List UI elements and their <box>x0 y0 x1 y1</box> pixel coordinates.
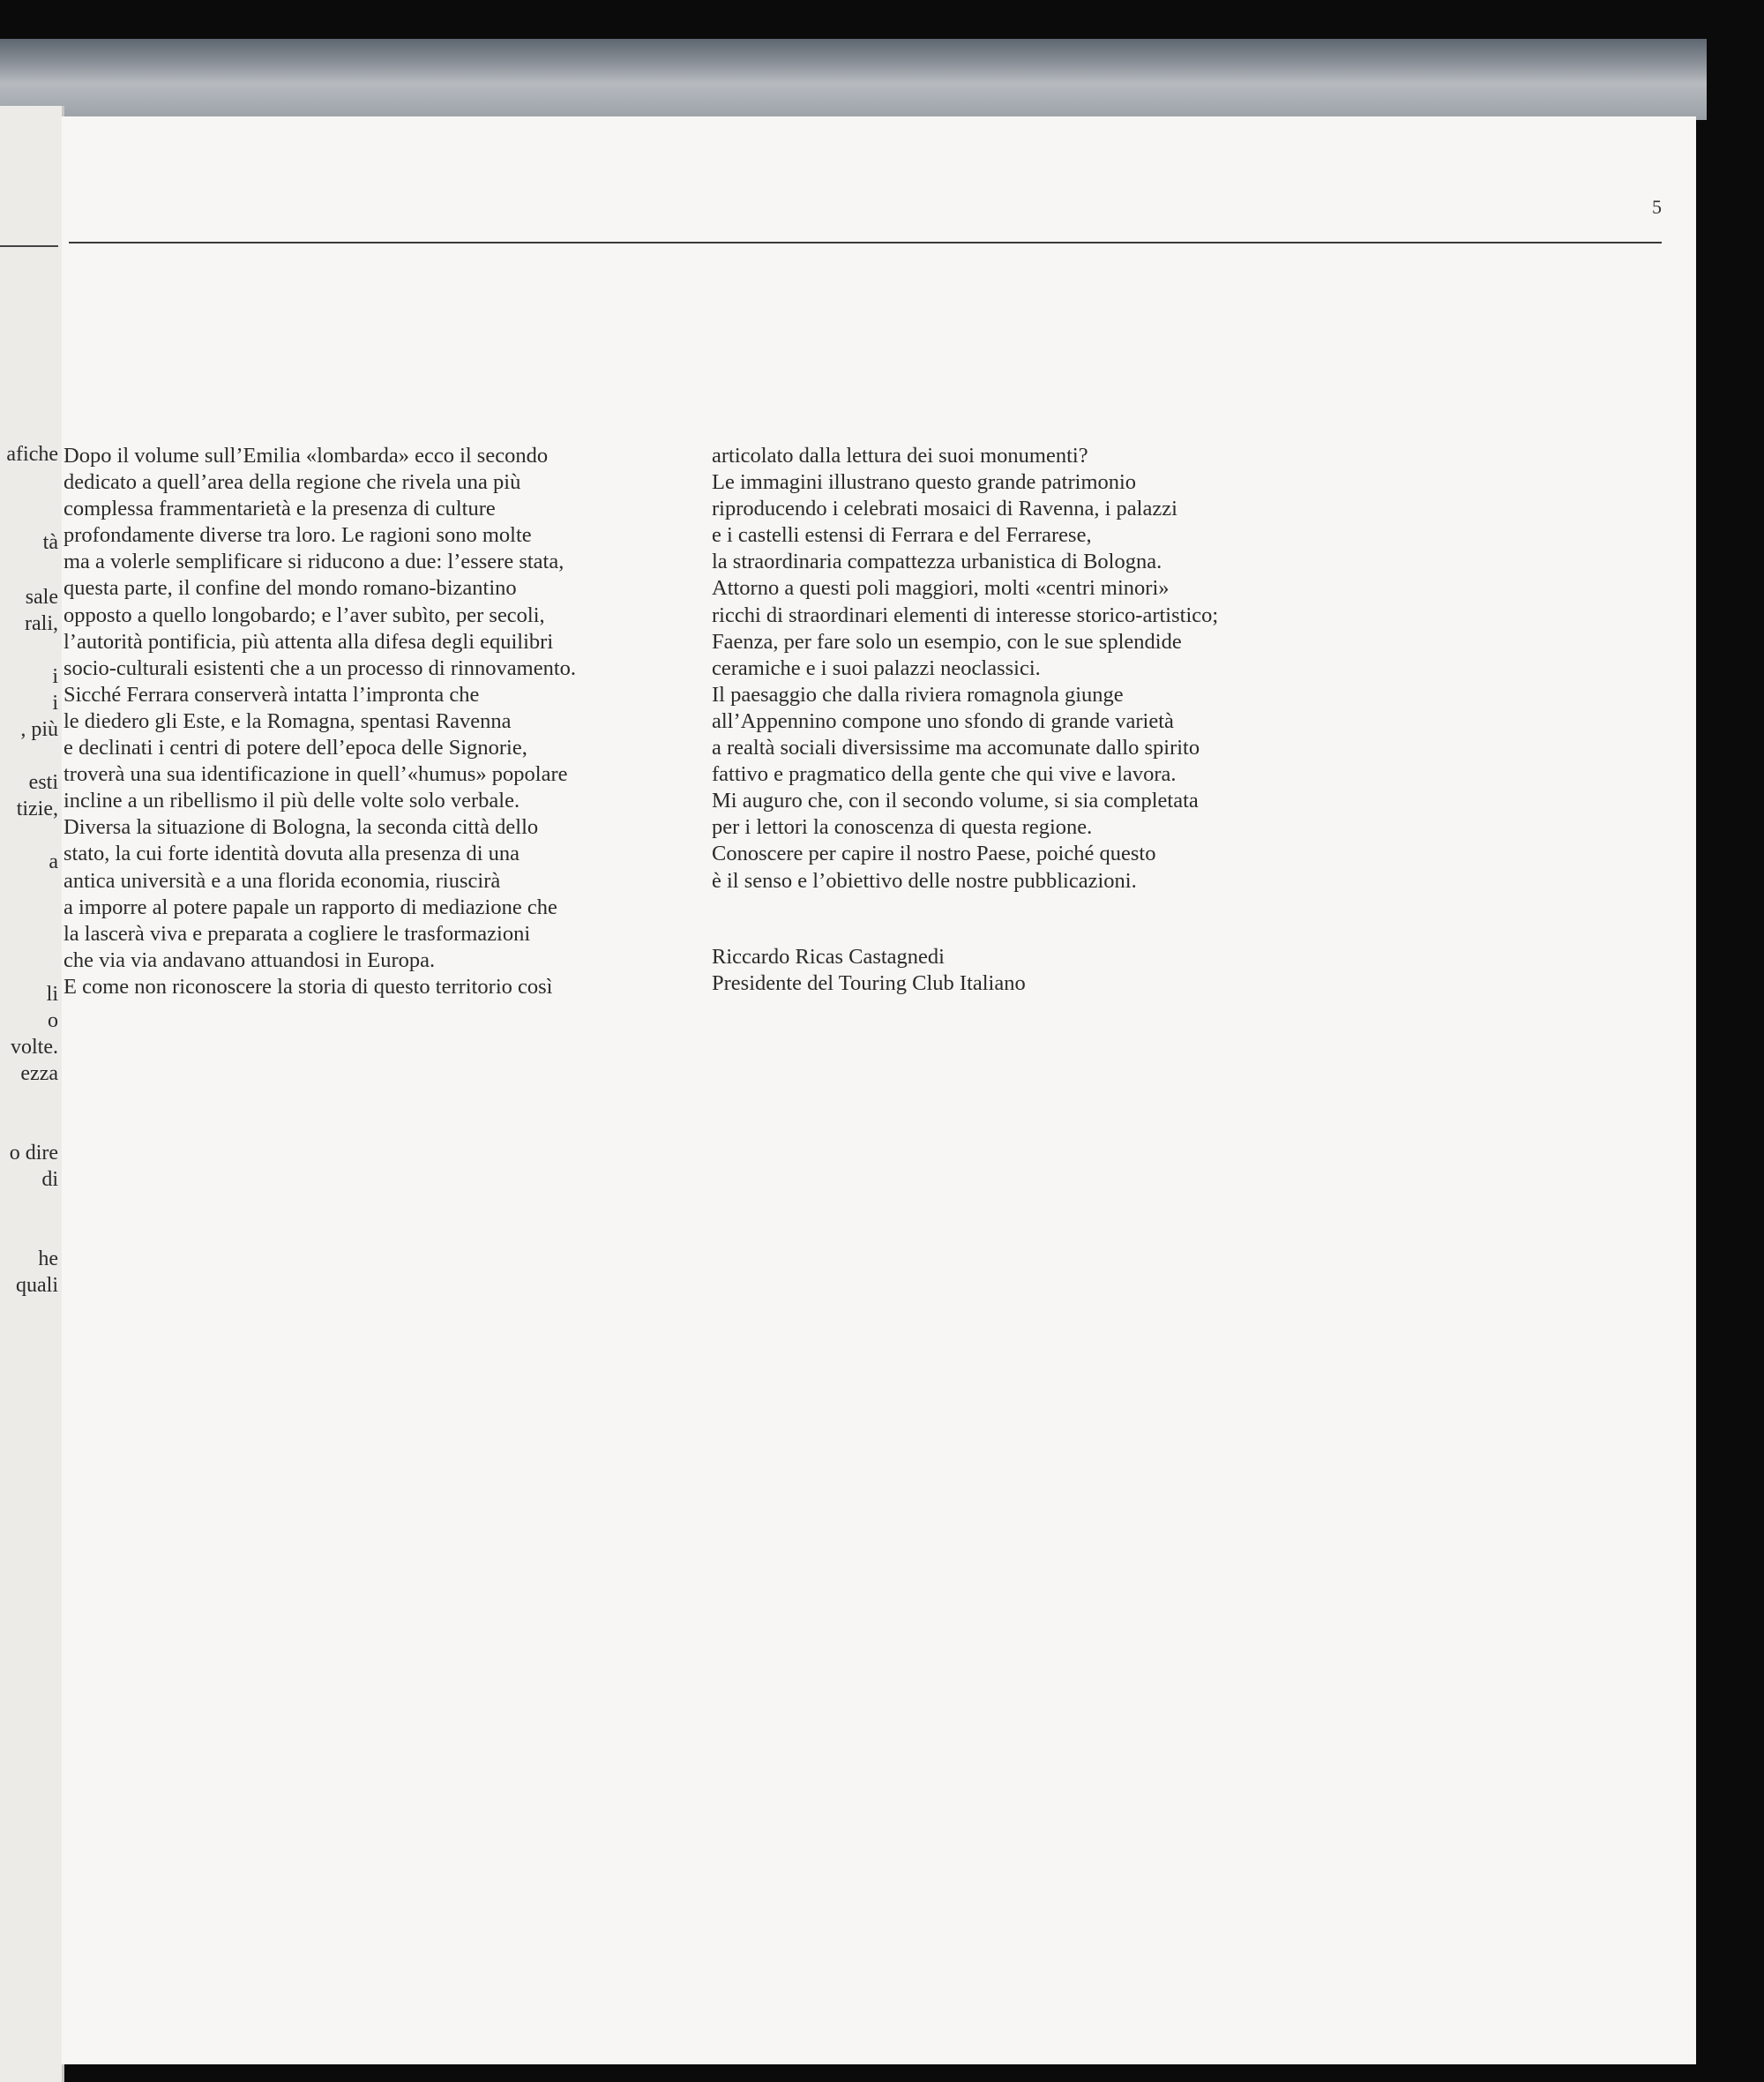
text-line: Mi auguro che, con il secondo volume, si sia completata <box>712 789 1199 813</box>
signature-name: Riccardo Ricas Castagnedi <box>712 945 945 969</box>
header-rule <box>69 242 1662 243</box>
previous-page-text-fragment: li <box>46 983 58 1006</box>
previous-page-text-fragment: ezza <box>20 1062 58 1085</box>
previous-page-text-fragment: tà <box>42 531 58 554</box>
text-column-left <box>64 443 576 1000</box>
text-line: fattivo e pragmatico della gente che qui vive e lavora. <box>712 762 1177 787</box>
text-line: articolato dalla lettura dei suoi monumenti? <box>712 444 1088 468</box>
text-line: ma a volerle semplificare si riducono a due: l’essere stata, <box>64 550 564 574</box>
text-line: l’autorità pontificia, più attenta alla difesa degli equilibri <box>64 629 554 654</box>
text-line: ceramiche e i suoi palazzi neoclassici. <box>712 655 1041 680</box>
previous-page-text-fragment: quali <box>16 1274 58 1297</box>
text-line: Il paesaggio che dalla riviera romagnola giunge <box>712 682 1124 707</box>
text-line: la straordinaria compattezza urbanistica di Bologna. <box>712 550 1162 574</box>
text-line: Dopo il volume sull’Emilia «lombarda» ecco il secondo <box>64 444 549 468</box>
text-line: profondamente diverse tra loro. Le ragioni sono molte <box>64 523 532 548</box>
text-line: questa parte, il confine del mondo romano-bizantino <box>64 576 517 601</box>
previous-page-text-fragment: esti <box>28 771 58 794</box>
text-line: Conoscere per capire il nostro Paese, poiché questo <box>712 842 1156 866</box>
text-line: riproducendo i celebrati mosaici di Ravenna, i palazzi <box>712 497 1177 521</box>
text-line: e declinati i centri di potere dell’epoca delle Signorie, <box>64 736 527 760</box>
text-line: che via via andavano attuandosi in Europa. <box>64 947 436 972</box>
text-line: a realtà sociali diversissime ma accomunate dallo spirito <box>712 736 1200 760</box>
previous-page-text-fragment: o dire <box>9 1142 58 1165</box>
text-line: dedicato a quell’area della regione che rivela una più <box>64 470 521 495</box>
text-line: socio-culturali esistenti che a un processo di rinnovamento. <box>64 655 577 680</box>
previous-page-text-fragment: afiche <box>6 443 58 466</box>
previous-page-text-fragment: a <box>49 850 58 873</box>
previous-page-text-fragment: , più <box>20 718 58 741</box>
book-page <box>62 116 1696 2064</box>
previous-page-text-fragment: o <box>48 1009 58 1032</box>
previous-page-text-fragment: rali, <box>25 612 58 635</box>
previous-page-text-fragment: i <box>52 692 58 715</box>
text-line: antica università e a una florida economia, riuscirà <box>64 868 501 893</box>
text-column-right <box>712 443 1218 895</box>
previous-page-text-fragment: volte. <box>11 1036 58 1059</box>
text-line: complessa frammentarietà e la presenza di culture <box>64 497 496 521</box>
previous-page-rule <box>0 245 58 247</box>
text-line: ricchi di straordinari elementi di interesse storico-artistico; <box>712 603 1219 627</box>
text-line: all’Appennino compone uno sfondo di grande varietà <box>712 708 1174 733</box>
page-number: 5 <box>1652 196 1662 218</box>
signature-block <box>712 944 1026 997</box>
previous-page-text-fragment: tizie, <box>16 798 58 820</box>
previous-page-sliver <box>0 106 64 2082</box>
previous-page-text-fragment: sale <box>25 586 58 609</box>
text-line: opposto a quello longobardo; e l’aver subìto, per secoli, <box>64 603 545 627</box>
text-line: Sicché Ferrara conserverà intatta l’impronta che <box>64 682 480 707</box>
text-line: Faenza, per fare solo un esempio, con le sue splendide <box>712 629 1182 654</box>
book-top-edge <box>0 39 1707 120</box>
text-line: troverà una sua identificazione in quell’«humus» popolare <box>64 762 568 787</box>
text-line: Attorno a questi poli maggiori, molti «centri minori» <box>712 576 1170 601</box>
text-line: E come non riconoscere la storia di questo territorio così <box>64 974 553 999</box>
previous-page-text-fragment: i <box>52 665 58 688</box>
text-line: Diversa la situazione di Bologna, la seconda città dello <box>64 815 539 840</box>
text-line: Le immagini illustrano questo grande patrimonio <box>712 470 1137 495</box>
text-line: le diedero gli Este, e la Romagna, spentasi Ravenna <box>64 708 512 733</box>
text-line: stato, la cui forte identità dovuta alla presenza di una <box>64 842 520 866</box>
text-line: e i castelli estensi di Ferrara e del Ferrarese, <box>712 523 1092 548</box>
text-line: è il senso e l’obiettivo delle nostre pubblicazioni. <box>712 868 1137 893</box>
text-line: la lascerà viva e preparata a cogliere le trasformazioni <box>64 921 531 946</box>
signature-title: Presidente del Touring Club Italiano <box>712 971 1026 996</box>
text-line: incline a un ribellismo il più delle volte solo verbale. <box>64 789 520 813</box>
text-line: per i lettori la conoscenza di questa regione. <box>712 815 1093 840</box>
previous-page-text-fragment: di <box>41 1168 58 1191</box>
previous-page-text-fragment: he <box>38 1247 58 1270</box>
text-line: a imporre al potere papale un rapporto di mediazione che <box>64 895 557 919</box>
